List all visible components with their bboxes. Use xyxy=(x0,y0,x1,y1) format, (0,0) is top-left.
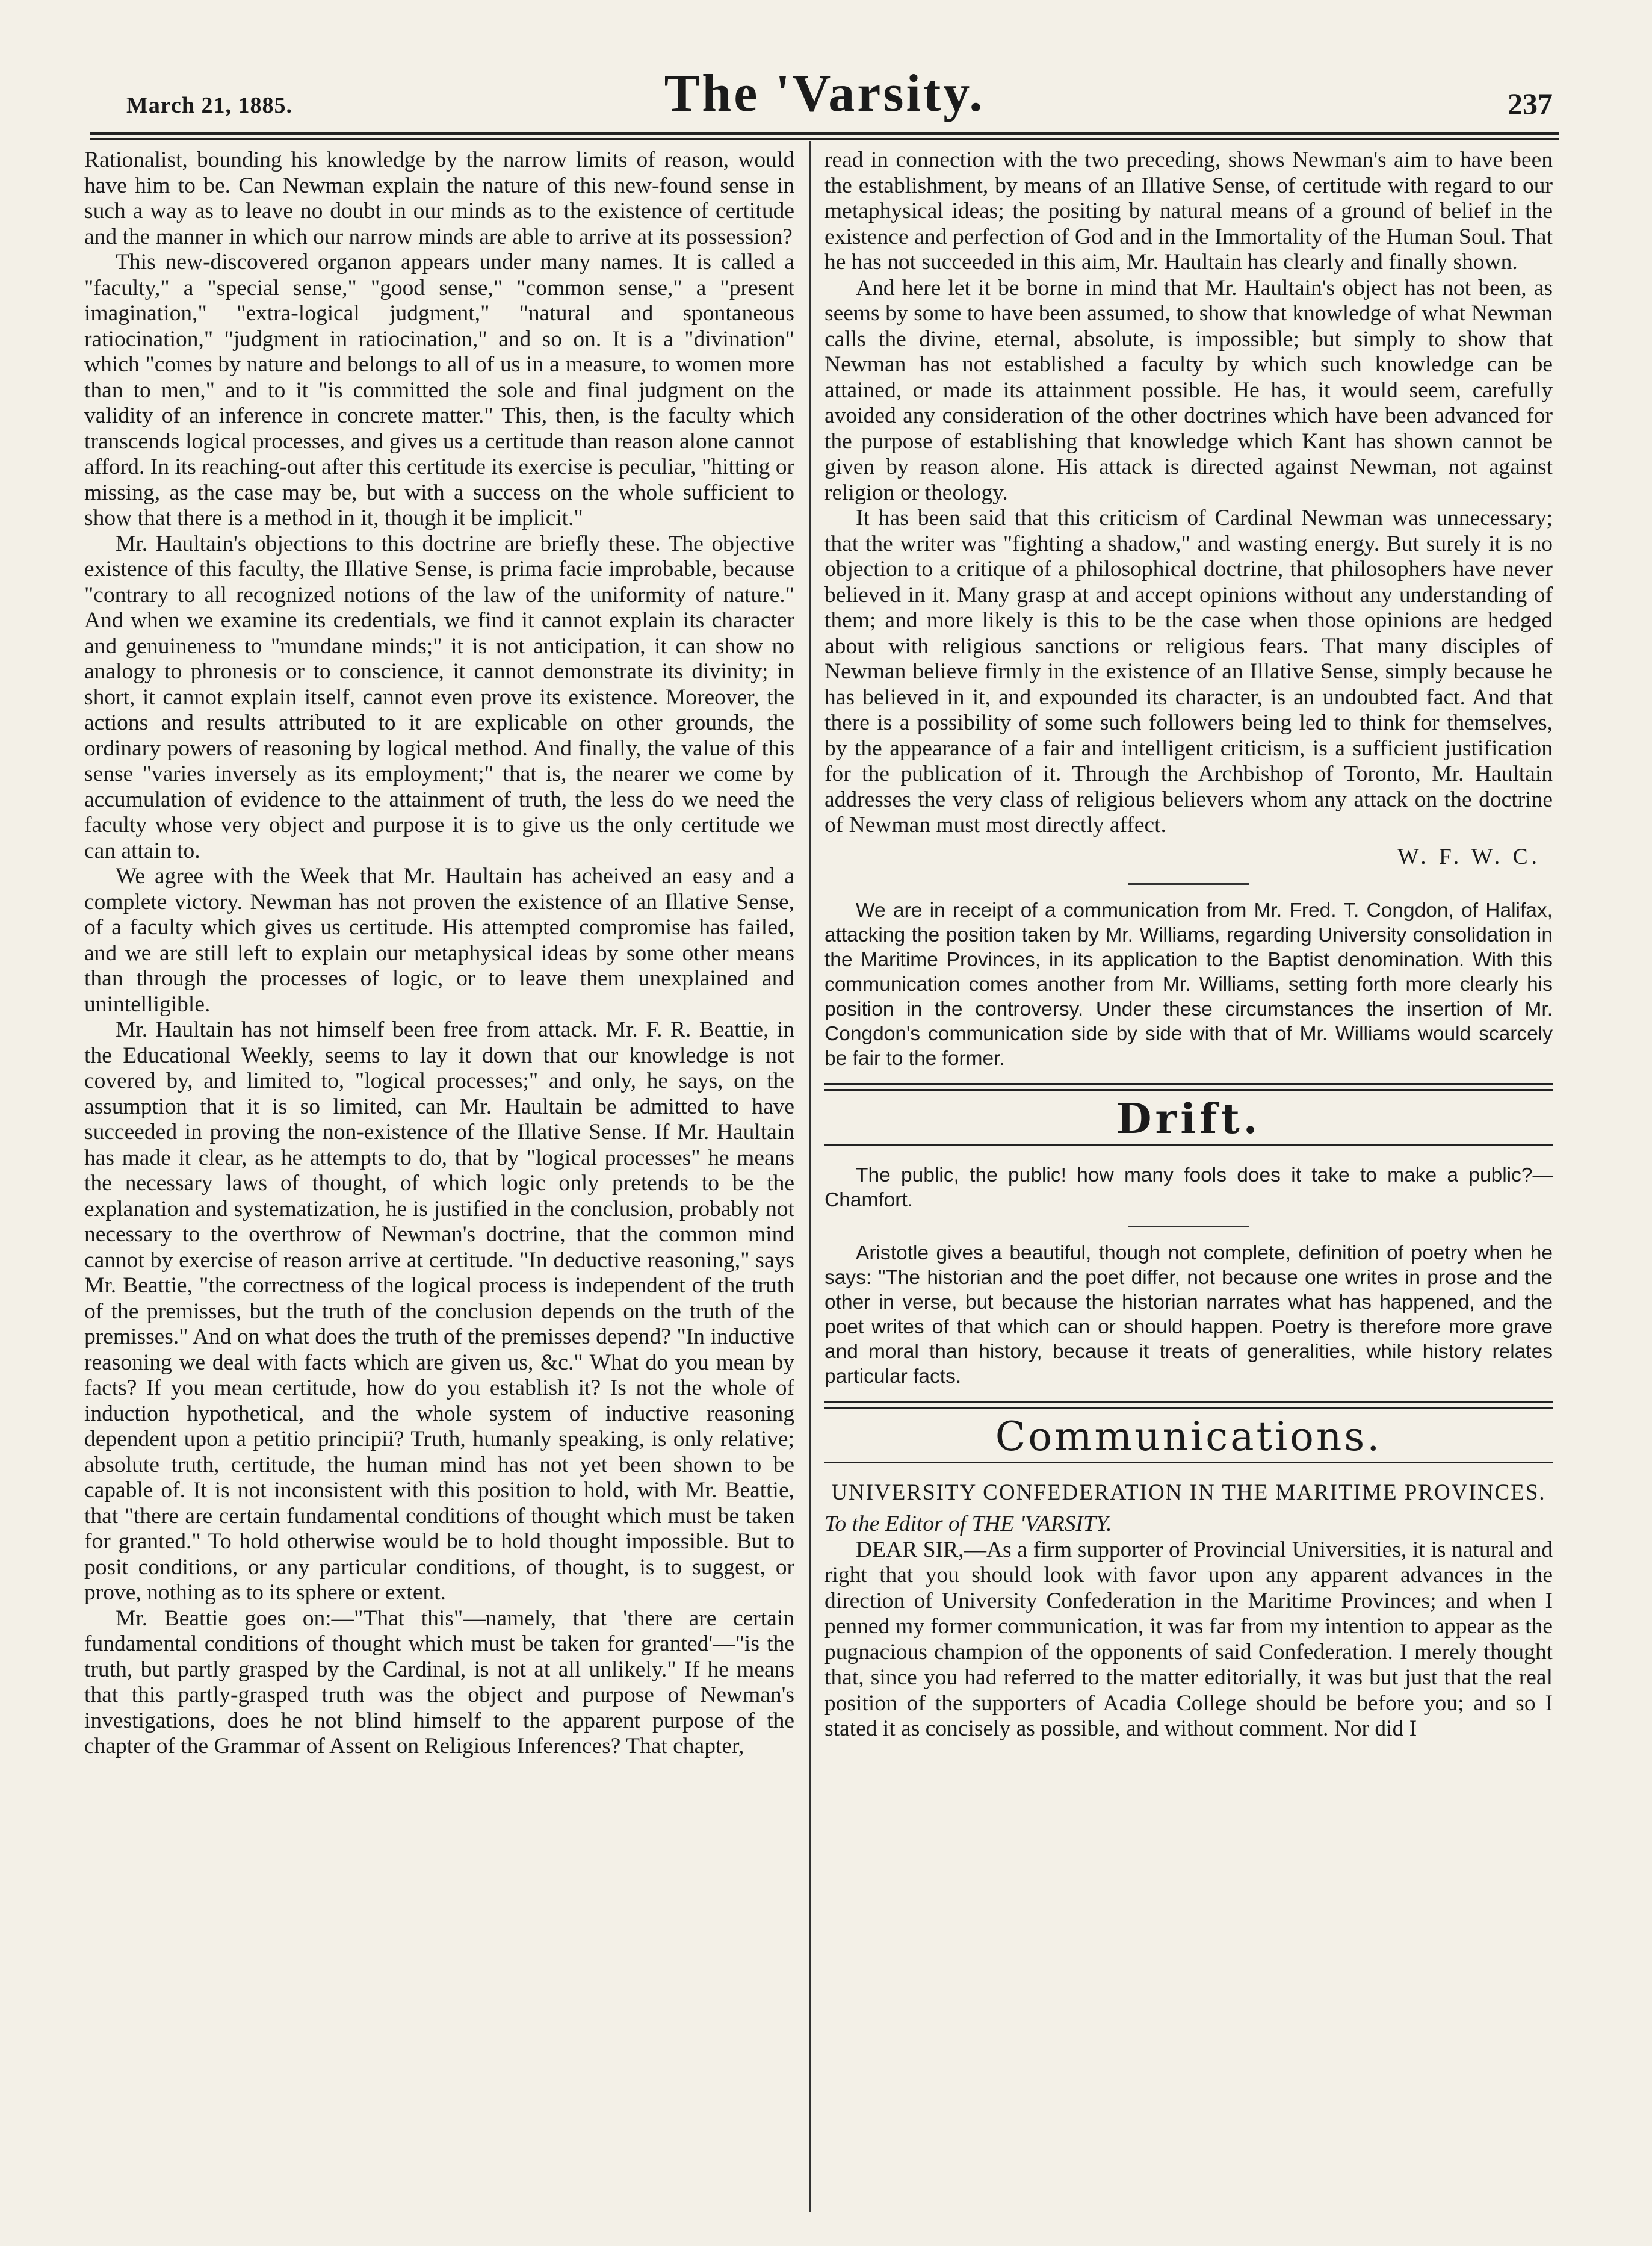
paragraph: It has been said that this criticism of Cardinal Newman was unnecessary; that the writer was "fighting a shadow," and wasting energy. But surely it is no objection to a critique of a philosophical doctrine, that philosophers have never believed in it. Many grasp at and accept opinions without any understanding of them; and more likely is this to be the case when those opinions are hedged about with religious sanctions or religious fears. That many disciples of Newman believe firmly in the existence of an Illative Sense, simply because he has believed in it, and expounded its character, is an undoubted fact. And that there is a possibility of some such followers being led to think for themselves, by the appearance of a fair and intelligent criticism, is a sufficient justification for the publication of it. Through the Archbishop of Toronto, Mr. Haultain addresses the very class of religious believers whom any attack on the doctrine of Newman must most directly affect. xyxy=(824,506,1553,837)
section-rule xyxy=(1128,883,1249,885)
paragraph: This new-discovered organon appears under many names. It is called a "faculty," a "special sense," "good sense," "common sense," a "present imagination," "extra-logical judgment," "natural and spontaneous ratiocination," "judgment in ratiocination," and so on. It is a "divination" which "comes by nature and belongs to all of us in a measure, to women more than to men," and to it "is committed the sole and final judgment on the validity of an inference in concrete matter." This, then, is the faculty which transcends logical processes, and gives us a certitude than reason alone cannot afford. In its reaching-out after this certitude its exercise is peculiar, "hitting or missing, as the case may be, but with a success on the whole sufficient to show that there is a method in it, though it be implicit." xyxy=(84,250,794,530)
column-divider xyxy=(809,141,811,2212)
communications-heading: Communications. xyxy=(995,1413,1382,1460)
drift-item: The public, the public! how many fools does it take to make a public?—Chamfort. xyxy=(824,1164,1553,1211)
paragraph: Rationalist, bounding his knowledge by the narrow limits of reason, would have him to be. Can Newman explain the nature of this new-found sense in such a way as to leave no doubt in our minds as to the existence of certitude and the manner in which our narrow minds are able to arrive at its possession? xyxy=(84,147,794,249)
section-rule xyxy=(1128,1226,1249,1227)
signature: W. F. W. C. xyxy=(1397,844,1541,869)
paragraph: Mr. Haultain has not himself been free from attack. Mr. F. R. Beattie, in the Educational Weekly, seems to lay it down that our knowledge is not covered by, and limited to, "logical processes;" and only, he says, on the assumption that it is so limited, can Mr. Haultain be admitted to have succeeded in proving the non-existence of the Illative Sense. If Mr. Haultain has made it clear, as he attempts to do, that by "logical processes" he means the necessary laws of thought, of which logic only pretends to be the explanation and systematization, he is justified in the conclusion, probably not necessary to the overthrow of Newman's doctrine, that the common mind cannot by exercise of reason arrive at certitude. "In deductive reasoning," says Mr. Beattie, "the correctness of the logical process is independent of the truth of the premisses, but the truth of the conclusion depends on the truth of the premisses." And on what does the truth of the premisses depend? "In inductive reasoning we deal with facts which are given us, &c." What do you mean by facts? If you mean certitude, how do you establish it? Is not the whole of induction hypothetical, and the whole system of inductive reasoning dependent upon a petitio principii? Truth, humanly speaking, is only relative; absolute truth, certitude, the human mind has not yet been shown to be capable of. It is not inconsistent with this position to hold, with Mr. Beattie, that "there are certain fundamental conditions of thought which must be taken for granted." To hold otherwise would be to hold thought impossible. But to posit conditions, or any particular conditions, of thought, is to suggest, or prove, nothing as to its sphere or extent. xyxy=(84,1017,794,1605)
paragraph: read in connection with the two preceding, shows Newman's aim to have been the establishment, by means of an Illative Sense, of certitude with regard to our metaphysical ideas; the positing by natural means of a ground of belief in the existence and perfection of God and in the Immortality of the Human Soul. That he has not succeeded in this aim, Mr. Haultain has clearly and finally shown. xyxy=(824,147,1553,275)
paragraph: Mr. Beattie goes on:—"That this"—namely, that 'there are certain fundamental conditions of thought which must be taken for granted'—"is the truth, but partly grasped by the Cardinal, is not at all unlikely." If he means that this partly-grasped truth was the object and purpose of Newman's investigations, does he not blind himself to the apparent purpose of the chapter of the Grammar of Assent on Religious Inferences? That chapter, xyxy=(84,1605,794,1758)
left-column xyxy=(84,147,794,1760)
drift-heading: Drift. xyxy=(1116,1095,1261,1143)
header-rule xyxy=(90,132,1559,135)
heading-rule xyxy=(824,1462,1553,1463)
heading-rule xyxy=(824,1144,1553,1146)
editorial-notice: We are in receipt of a communication from Mr. Fred. T. Congdon, of Halifax, attacking the position taken by Mr. Williams, regarding University consolidation in the Maritime Provinces, in its application to the Baptist denomination. With this communication comes another from Mr. Williams, setting forth more clearly his position in the controversy. Under these circumstances the insertion of Mr. Congdon's communication side by side with that of Mr. Williams would scarcely be fair to the former. xyxy=(824,899,1553,1070)
double-rule xyxy=(824,1083,1553,1091)
paragraph: We agree with the Week that Mr. Haultain has acheived an easy and a complete victory. Newman has not proven the existence of an Illative Sense, of a faculty which gives us certitude. His attempted compromise has failed, and we are still left to explain our metaphysical ideas by some other means than through the processes of logic, or to leave them unexplained and unintelligible. xyxy=(84,864,794,1017)
editor-salutation: To the Editor of THE 'VARSITY. xyxy=(824,1512,1112,1536)
header-rule-thin xyxy=(90,138,1559,140)
double-rule xyxy=(824,1401,1553,1409)
paragraph: And here let it be borne in mind that Mr. Haultain's object has not been, as seems by some to have been assumed, to show that knowledge of what Newman calls the divine, eternal, absolute, is impossible; but simply to show that Newman has not established a faculty by which such knowledge can be attained, or made its attainment possible. He has, it would seem, carefully avoided any consideration of the other doctrines which have been advanced for the purpose of establishing that knowledge which Kant has shown cannot be given by reason alone. His attack is directed against Newman, not against religion or theology. xyxy=(824,275,1553,505)
letter-paragraph: DEAR SIR,—As a firm supporter of Provincial Universities, it is natural and right that you should look with favor upon any apparent advances in the direction of University Confederation in the Maritime Provinces; and when I penned my former communication, it was far from my intention to appear as the pugnacious champion of the opponents of said Confederation. I merely thought that, since you had referred to the matter editorially, it was but just that the real position of the supporters of Acadia College should be before you; and so I stated it as concisely as possible, and without comment. Nor did I xyxy=(824,1537,1553,1741)
drift-item: Aristotle gives a beautiful, though not complete, definition of poetry when he says: "The historian and the poet differ, not because one writes in prose and the other in verse, but because the historian narrates what has happened, and the poet writes of that which can or should happen. Poetry is therefore more grave and moral than history, because it treats of generalities, while history relates particular facts. xyxy=(824,1241,1553,1388)
masthead-title: The 'Varsity. xyxy=(664,64,985,123)
article-title: UNIVERSITY CONFEDERATION IN THE MARITIME PROVINCES. xyxy=(831,1480,1546,1505)
issue-date: March 21, 1885. xyxy=(126,93,293,118)
paragraph: Mr. Haultain's objections to this doctrine are briefly these. The objective existence of this faculty, the Illative Sense, is prima facie improbable, because "contrary to all recognized notions of the law of the uniformity of nature." And when we examine its credentials, we find it cannot explain its character and genuineness to "mundane minds;" it is not anticipation, it can show no analogy to phronesis or to conscience, it cannot demonstrate its divinity; in short, it cannot explain itself, cannot even prove its existence. Moreover, the actions and results attributed to it are explicable on other grounds, the ordinary powers of reasoning by logical method. And finally, the value of this sense "varies inversely as its employment;" that is, the nearer we come by accumulation of evidence to the attainment of truth, the less do we need the faculty whose very object and purpose it is to give us the only certitude we can attain to. xyxy=(84,531,794,863)
page-header xyxy=(90,63,1559,132)
right-column xyxy=(824,147,1553,1742)
page-number: 237 xyxy=(1508,87,1553,120)
